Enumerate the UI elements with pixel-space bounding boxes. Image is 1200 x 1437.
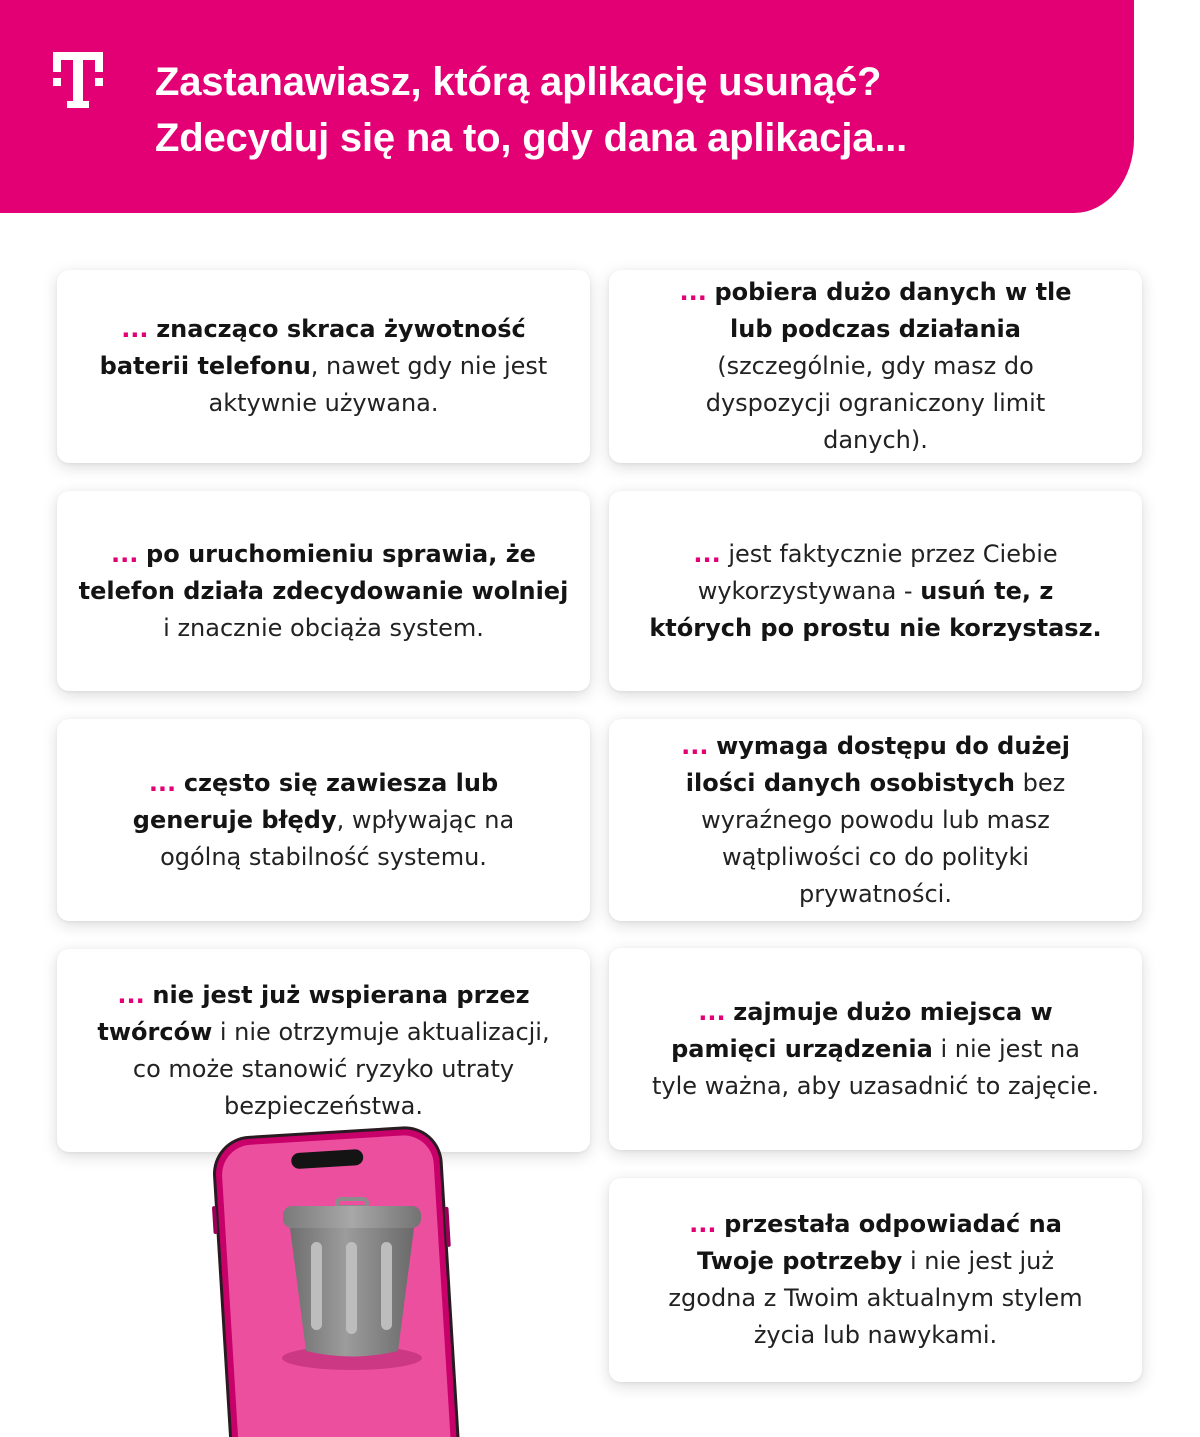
card-bold-text: pobiera dużo danych w tle lub podczas działania (714, 278, 1072, 343)
ellipsis-marker: ... (148, 768, 177, 797)
tip-card-crashes (57, 719, 590, 921)
card-bold-text: wymaga dostępu do dużej ilości danych osobistych (685, 731, 1070, 797)
card-bold-text: często się zawiesza lub generuje błędy (132, 768, 499, 834)
tip-card-needs (609, 1178, 1142, 1382)
ellipsis-marker: ... (698, 997, 726, 1026)
card-bold-text: nie jest już wspierana przez twórców (97, 980, 530, 1046)
card-text: i znacznie obciąża system. (163, 613, 484, 642)
telekom-t-logo-icon (53, 52, 103, 108)
card-text: , nawet gdy nie jest aktywnie używana. (208, 352, 548, 417)
card-bold-text: usuń te, z których po prostu nie korzystasz. (649, 576, 1102, 642)
title-line-2: Zdecyduj się na to, gdy dana aplikacja... (155, 116, 908, 160)
ellipsis-marker: ... (117, 980, 145, 1009)
ellipsis-marker: ... (121, 315, 149, 343)
tip-card-data-usage (609, 270, 1142, 463)
tip-card-usage (609, 491, 1142, 691)
card-text: i nie jest na tyle ważna, aby uzasadnić to zajęcie. (652, 1034, 1099, 1100)
card-text: (szczególnie, gdy masz do dyspozycji ograniczony limit danych). (705, 352, 1046, 454)
card-bold-text: przestała odpowiadać na Twoje potrzeby (697, 1210, 1062, 1275)
card-bold-text: po uruchomieniu sprawia, że telefon działa zdecydowanie wolniej (78, 539, 569, 605)
tip-card-storage (609, 948, 1142, 1150)
tip-card-battery (57, 270, 590, 463)
card-text: i nie jest już zgodna z Twoim aktualnym stylem życia lub nawykami. (668, 1247, 1083, 1349)
card-text: i nie otrzymuje aktualizacji, co może stanowić ryzyko utraty bezpieczeństwa. (132, 1017, 550, 1120)
card-text: bez wyraźnego powodu lub masz wątpliwości co do polityki prywatności. (701, 768, 1066, 908)
page-title (155, 54, 907, 166)
tip-card-performance (57, 491, 590, 691)
tip-card-privacy (609, 719, 1142, 921)
title-line-1: Zastanawiasz, którą aplikację usunąć? (155, 60, 882, 104)
ellipsis-marker: ... (111, 539, 139, 568)
card-text: , wpływając na ogólną stabilność systemu. (160, 805, 515, 871)
ellipsis-marker: ... (679, 278, 707, 306)
card-text: jest faktycznie przez Ciebie wykorzystywana - (697, 539, 1058, 605)
ellipsis-marker: ... (681, 731, 709, 760)
smartphone-trash-can-icon (200, 1118, 500, 1437)
ellipsis-marker: ... (693, 539, 721, 568)
card-bold-text: znacząco skraca żywotność baterii telefonu (99, 315, 526, 380)
card-bold-text: zajmuje dużo miejsca w pamięci urządzenia (671, 997, 1053, 1063)
ellipsis-marker: ... (689, 1210, 717, 1238)
